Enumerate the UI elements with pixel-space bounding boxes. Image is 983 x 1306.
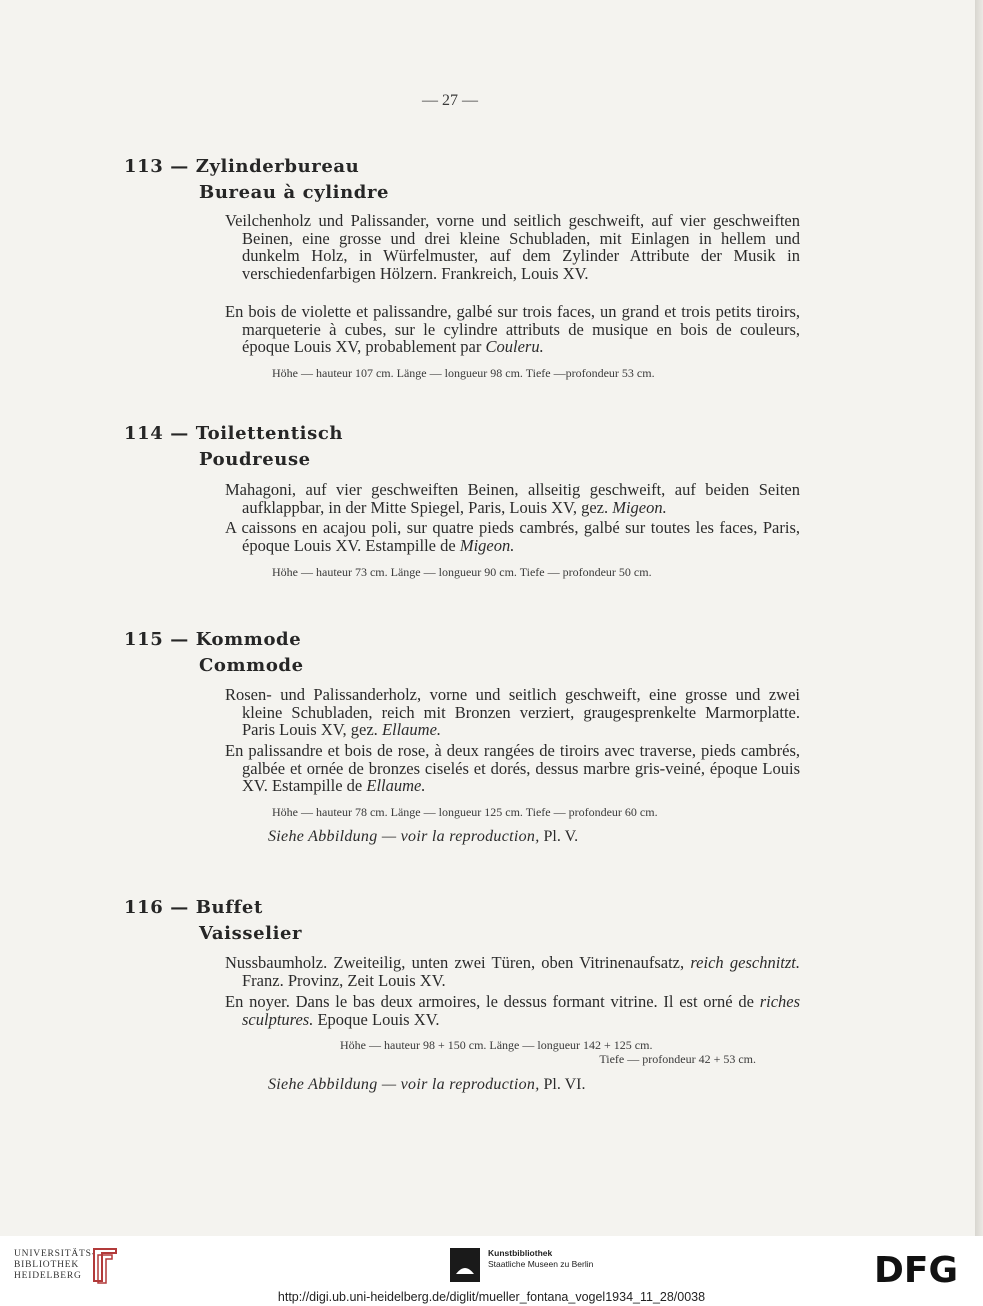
dfg-logo-icon bbox=[874, 1250, 970, 1290]
description-text-end: Franz. Provinz, Zeit Louis XV. bbox=[242, 970, 446, 990]
description-text: Rosen- und Palissanderholz, vorne und seitlich geschweift, eine grosse und zwei kleine Schubladen, reich mit Bronzen verziert, graugesprenkelte Marmorplatte. Paris Louis XV, gez. bbox=[225, 685, 800, 740]
page-number: — 27 — bbox=[422, 92, 478, 109]
page-edge bbox=[975, 0, 983, 1236]
description-text: En palissandre et bois de rose, à deux rangées de tiroirs avec traverse, pieds cambrés, galbée et ornée de bronzes ciselés et dorés, dessus marbre gris-veiné, époque Louis XV. Estampille de bbox=[225, 741, 800, 796]
entry-dimensions: Höhe — hauteur 107 cm. Länge — longueur 98 cm. Tiefe —profondeur 53 cm. bbox=[272, 366, 655, 380]
description-text: En bois de violette et palissandre, galbé sur trois faces, un grand et trois petits tiroirs, marqueterie à cubes, sur le cylindre attributs de musique en bois de couleurs, époque Louis XV, probablement par bbox=[225, 302, 800, 357]
entry-description-german: Veilchenholz und Palissander, vorne und seitlich geschweift, auf vier geschweiften Beinen, eine grosse und drei kleine Schubladen, mit Einlagen in hellem und dunkelm Holz, in Würfelmuster, auf dem Zylinder Attribute der Musik in verschiedenfarbigen Hölzern. Frankreich, Louis XV. bbox=[225, 211, 800, 283]
kunstbibliothek-name bbox=[488, 1248, 593, 1270]
plate-number: Pl. VI. bbox=[543, 1076, 586, 1093]
entry-subheading: Commode bbox=[199, 655, 304, 676]
reference-text: Siehe Abbildung — voir la reproduction, bbox=[268, 1076, 540, 1093]
entry-description-french bbox=[225, 742, 800, 795]
entry-dimensions: Höhe — hauteur 73 cm. Länge — longueur 90 cm. Tiefe — profondeur 50 cm. bbox=[272, 565, 652, 579]
maker-name: Ellaume. bbox=[381, 720, 442, 740]
entry-heading: 113 — Zylinderbureau bbox=[124, 156, 360, 177]
entry-subheading: Poudreuse bbox=[199, 449, 311, 470]
description-text: A caissons en acajou poli, sur quatre pieds cambrés, galbé sur toutes les faces, Paris, époque Louis XV. Estampille de bbox=[225, 518, 800, 555]
plate-number: Pl. V. bbox=[543, 828, 579, 845]
permalink-url[interactable]: http://digi.ub.uni-heidelberg.de/diglit/mueller_fontana_vogel1934_11_28/0038 bbox=[277, 1290, 706, 1304]
entry-description-german bbox=[225, 686, 800, 739]
description-italic: reich geschnitzt. bbox=[690, 953, 801, 972]
dfg-logo-text: DFG bbox=[874, 1250, 959, 1286]
entry-heading: 114 — Toilettentisch bbox=[124, 423, 344, 444]
university-line: HEIDELBERG bbox=[14, 1271, 82, 1281]
maker-name: Ellaume. bbox=[366, 776, 426, 796]
library-name: Kunstbibliothek bbox=[488, 1248, 553, 1258]
entry-description-french bbox=[225, 519, 800, 554]
entry-dimensions bbox=[340, 1038, 760, 1066]
entry-subheading: Bureau à cylindre bbox=[199, 182, 390, 203]
entry-description-german bbox=[225, 481, 800, 516]
digitization-footer bbox=[0, 1236, 983, 1306]
entry-description-french bbox=[225, 303, 800, 356]
plate-reference bbox=[268, 1076, 585, 1094]
description-text-end: Epoque Louis XV. bbox=[317, 1009, 440, 1029]
maker-name: Migeon. bbox=[612, 497, 667, 517]
description-text: Nussbaumholz. Zweiteilig, unten zwei Türen, oben Vitrinenaufsatz, bbox=[225, 953, 685, 972]
university-logo-icon bbox=[88, 1245, 120, 1289]
maker-name: Migeon. bbox=[459, 535, 515, 555]
entry-dimensions: Höhe — hauteur 78 cm. Länge — longueur 125 cm. Tiefe — profondeur 60 cm. bbox=[272, 805, 658, 819]
entry-subheading: Vaisselier bbox=[199, 923, 303, 944]
university-line: UNIVERSITÄTS- bbox=[14, 1249, 96, 1259]
reference-text: Siehe Abbildung — voir la reproduction, bbox=[268, 828, 540, 845]
dimensions-line: Tiefe — profondeur 42 + 53 cm. bbox=[599, 1052, 756, 1066]
university-library-name bbox=[14, 1249, 96, 1282]
entry-description-german bbox=[225, 954, 800, 989]
dimensions-line: Höhe — hauteur 98 + 150 cm. Länge — longueur 142 + 125 cm. bbox=[340, 1038, 653, 1052]
entry-description-french bbox=[225, 993, 800, 1028]
kunstbibliothek-logo-icon bbox=[450, 1248, 480, 1286]
description-italic: riches sculptures. bbox=[242, 992, 801, 1029]
entry-heading: 115 — Kommode bbox=[124, 629, 302, 650]
library-subtitle: Staatliche Museen zu Berlin bbox=[488, 1259, 594, 1269]
description-text: En noyer. Dans le bas deux armoires, le dessus formant vitrine. Il est orné de bbox=[225, 992, 754, 1011]
entry-heading: 116 — Buffet bbox=[124, 897, 263, 918]
university-line: BIBLIOTHEK bbox=[14, 1260, 79, 1270]
description-text: Mahagoni, auf vier geschweiften Beinen, allseitig geschweift, auf beiden Seiten aufklappbar, in der Mitte Spiegel, Paris, Louis XV, gez. bbox=[225, 480, 800, 517]
maker-name: Couleru. bbox=[485, 337, 544, 357]
plate-reference bbox=[268, 828, 578, 846]
